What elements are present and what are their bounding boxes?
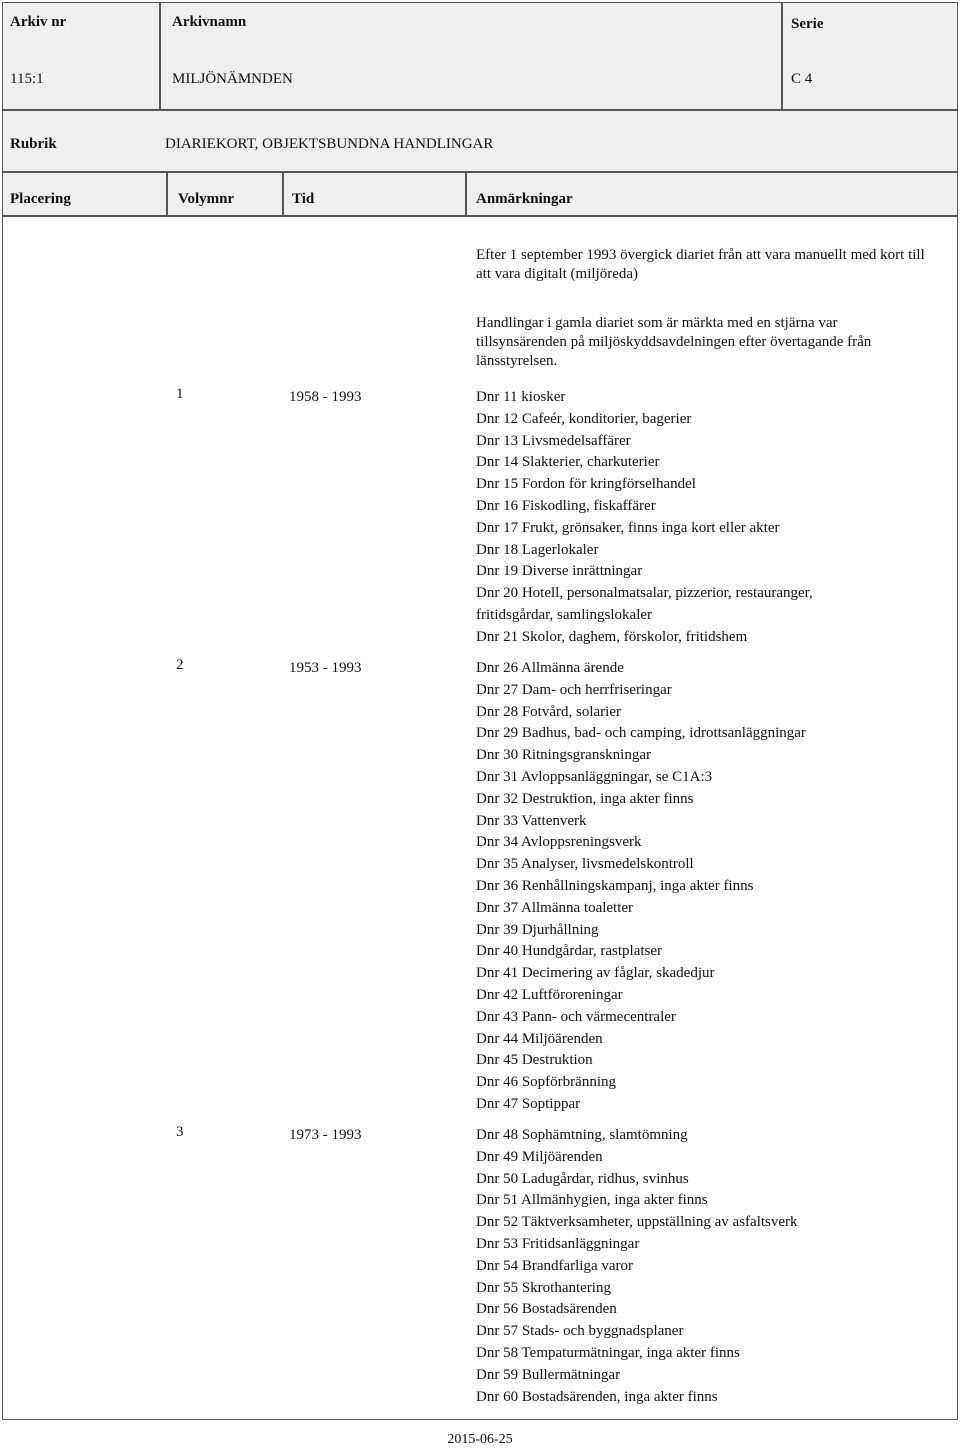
list-item: Dnr 18 Lagerlokaler [476, 541, 599, 558]
list-item: Dnr 17 Frukt, grönsaker, finns inga kort eller akter [476, 519, 780, 536]
list-item: Dnr 19 Diverse inrättningar [476, 563, 643, 580]
list-item: Dnr 12 Cafeér, konditorier, bagerier [476, 410, 692, 427]
list-item: Dnr 34 Avloppsreningsverk [476, 834, 642, 851]
list-item: Dnr 43 Pann- och värmecentraler [476, 1008, 676, 1025]
list-item: Dnr 51 Allmänhygien, inga akter finns [476, 1192, 708, 1209]
entries-volume-2 [476, 658, 936, 1116]
note-digital-transition: Efter 1 september 1993 övergick diariet från att vara manuellt med kort till att vara digitalt (miljöreda) [476, 247, 925, 282]
list-item: Dnr 56 Bostadsärenden [476, 1301, 617, 1318]
list-item: Dnr 47 Soptippar [476, 1095, 581, 1112]
list-item: Dnr 32 Destruktion, inga akter finns [476, 790, 694, 807]
arkivnamn-label: Arkivnamn [172, 14, 247, 30]
list-item: Dnr 20 Hotell, personalmatsalar, pizzerior, restauranger, [476, 585, 813, 602]
serie-label: Serie [791, 16, 824, 32]
arkivnr-label: Arkiv nr [10, 14, 67, 30]
footer-date: 2015-06-25 [447, 1432, 513, 1447]
list-item: Dnr 27 Dam- och herrfriseringar [476, 681, 672, 698]
volymnr-label: Volymnr [178, 191, 235, 207]
volymnr-3: 3 [176, 1124, 184, 1140]
list-item: Dnr 14 Slakterier, charkuterier [476, 454, 660, 471]
rubrik-value: DIARIEKORT, OBJEKTSBUNDNA HANDLINGAR [165, 136, 494, 152]
note-star-marked: Handlingar i gamla diariet som är märkta med en stjärna var tillsynsärenden på miljöskyddsavdelningen efter övertagande från länsstyrelsen. [476, 315, 872, 369]
tid-3: 1973 - 1993 [289, 1127, 362, 1143]
list-item: Dnr 30 Ritningsgranskningar [476, 747, 651, 764]
list-item: Dnr 28 Fotvård, solarier [476, 703, 621, 720]
rubrik-label: Rubrik [10, 136, 57, 152]
list-item: Dnr 46 Sopförbränning [476, 1074, 616, 1091]
entries-volume-1 [476, 387, 936, 649]
list-item: Dnr 40 Hundgårdar, rastplatser [476, 943, 663, 960]
list-item: Dnr 26 Allmänna ärende [476, 660, 624, 676]
tid-2: 1953 - 1993 [289, 660, 362, 676]
list-item: Dnr 44 Miljöärenden [476, 1030, 603, 1047]
list-item: Dnr 21 Skolor, daghem, förskolor, fritidshem [476, 628, 748, 645]
list-item: Dnr 54 Brandfarliga varor [476, 1257, 634, 1274]
tid-1: 1958 - 1993 [289, 389, 362, 405]
list-item: Dnr 31 Avloppsanläggningar, se C1A:3 [476, 768, 713, 785]
anmarkningar-label: Anmärkningar [476, 191, 573, 207]
volymnr-1: 1 [176, 386, 184, 402]
list-item: Dnr 36 Renhållningskampanj, inga akter finns [476, 877, 754, 894]
list-item: Dnr 60 Bostadsärenden, inga akter finns [476, 1388, 718, 1405]
list-item: Dnr 52 Täktverksamheter, uppställning av asfaltsverk [476, 1214, 798, 1231]
list-item: Dnr 33 Vattenverk [476, 812, 587, 829]
volymnr-2: 2 [176, 657, 184, 673]
list-item: Dnr 42 Luftföroreningar [476, 986, 623, 1003]
tid-label: Tid [292, 191, 315, 207]
entries-volume-3 [476, 1125, 936, 1408]
list-item: Dnr 55 Skrothantering [476, 1279, 611, 1296]
list-item: Dnr 45 Destruktion [476, 1052, 593, 1069]
list-item: Dnr 13 Livsmedelsaffärer [476, 432, 631, 449]
list-item: Dnr 29 Badhus, bad- och camping, idrottsanläggningar [476, 725, 806, 742]
arkivnamn-value: MILJÖNÄMNDEN [172, 71, 293, 87]
list-item: Dnr 48 Sophämtning, slamtömning [476, 1127, 688, 1143]
list-item: Dnr 59 Bullermätningar [476, 1366, 621, 1383]
list-item: Dnr 49 Miljöärenden [476, 1148, 603, 1165]
list-item: Dnr 41 Decimering av fåglar, skadedjur [476, 965, 715, 982]
list-item: Dnr 15 Fordon för kringförselhandel [476, 476, 696, 493]
list-item: Dnr 16 Fiskodling, fiskaffärer [476, 497, 656, 514]
placering-label: Placering [10, 191, 71, 207]
list-item: Dnr 39 Djurhållning [476, 921, 599, 938]
list-item: Dnr 58 Tempaturmätningar, inga akter finns [476, 1344, 740, 1361]
header-cell-arkivnamn [160, 2, 782, 110]
list-item: Dnr 53 Fritidsanläggningar [476, 1235, 640, 1252]
list-item: Dnr 11 kiosker [476, 389, 566, 405]
arkivnr-value: 115:1 [10, 71, 44, 87]
list-item: fritidsgårdar, samlingslokaler [476, 606, 653, 623]
list-item: Dnr 57 Stads- och byggnadsplaner [476, 1323, 684, 1340]
list-item: Dnr 35 Analyser, livsmedelskontroll [476, 856, 694, 873]
list-item: Dnr 50 Ladugårdar, ridhus, svinhus [476, 1170, 689, 1187]
serie-value: C 4 [791, 71, 813, 87]
list-item: Dnr 37 Allmänna toaletter [476, 899, 634, 916]
